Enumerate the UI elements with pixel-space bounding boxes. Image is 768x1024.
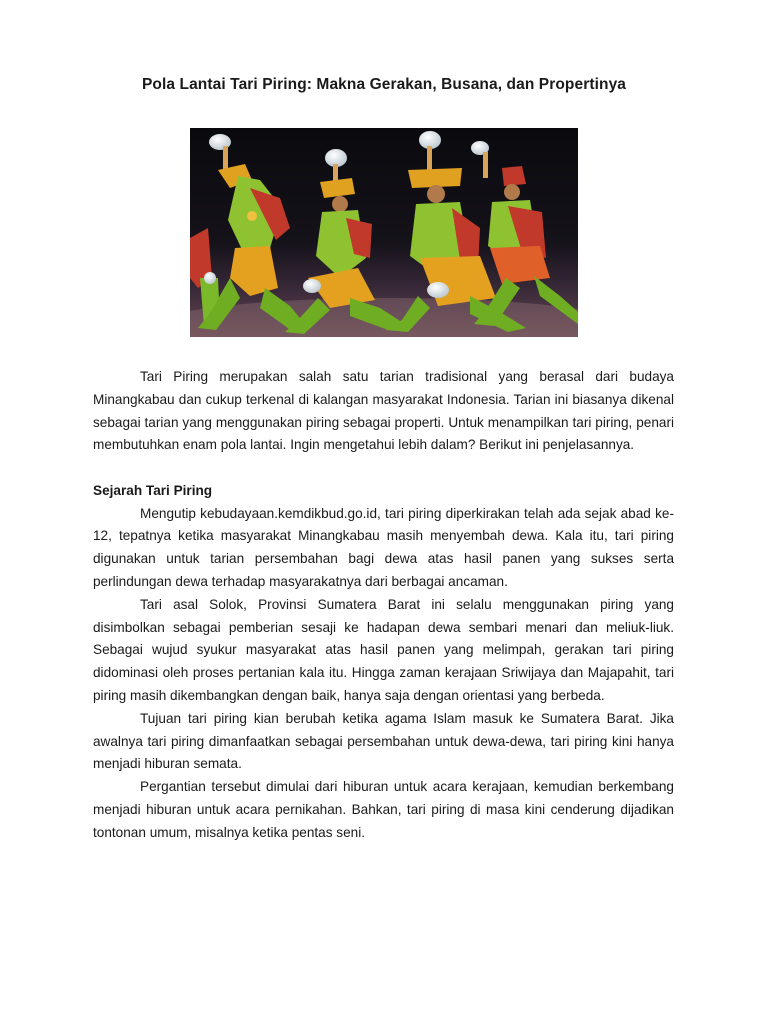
body-paragraph: Tari asal Solok, Provinsi Sumatera Barat ini selalu menggunakan piring yang disimbolkan sebagai pemberian sesaji ke hadapan dewa sembari menari dan meliuk-liuk. Sebagai wujud syukur masyarakat atas hasil panen yang melimpah, gerakan tari piring didominasi oleh proses pertanian kala itu. Hingga zaman kerajaan Sriwijaya dan Majapahit, tari piring masih dikembangkan dengan baik, hanya saja dengan orientasi yang berbeda. [93,596,674,703]
body-paragraph: Pergantian tersebut dimulai dari hiburan untuk acara kerajaan, kemudian berkembang menjadi hiburan untuk acara pernikahan. Bahkan, tari piring di masa kini cenderung dijadikan tontonan umum, misalnya ketika pentas seni. [93,779,674,840]
article-body [93,366,674,845]
document-title: Pola Lantai Tari Piring: Makna Gerakan, Busana, dan Propertinya [141,76,627,93]
section-heading: Sejarah Tari Piring [93,482,213,498]
dancers-photo [190,128,578,337]
body-paragraph: Tujuan tari piring kian berubah ketika agama Islam masuk ke Sumatera Barat. Jika awalnya tari piring dimanfaatkan sebagai persembahan untuk dewa-dewa, tari piring kini hanya menjadi hiburan semata. [93,710,674,772]
paragraph-spacer [93,457,674,480]
intro-paragraph: Tari Piring merupakan salah satu tarian tradisional yang berasal dari budaya Minangkabau dan cukup terkenal di kalangan masyarakat Indonesia. Tarian ini biasanya dikenal sebagai tarian yang menggunakan piring sebagai properti. Untuk menampilkan tari piring, penari membutuhkan enam pola lantai. Ingin mengetahui lebih dalam? Berikut ini penjelasannya. [93,369,674,453]
body-paragraph: Mengutip kebudayaan.kemdikbud.go.id, tari piring diperkirakan telah ada sejak abad ke-12, tepatnya ketika masyarakat Minangkabau masih menyembah dewa. Kala itu, tari piring digunakan untuk tarian persembahan bagi dewa atas hasil panen yang sukses serta perlindungan dewa terhadap masyarakatnya dari berbagai ancaman. [93,505,674,589]
